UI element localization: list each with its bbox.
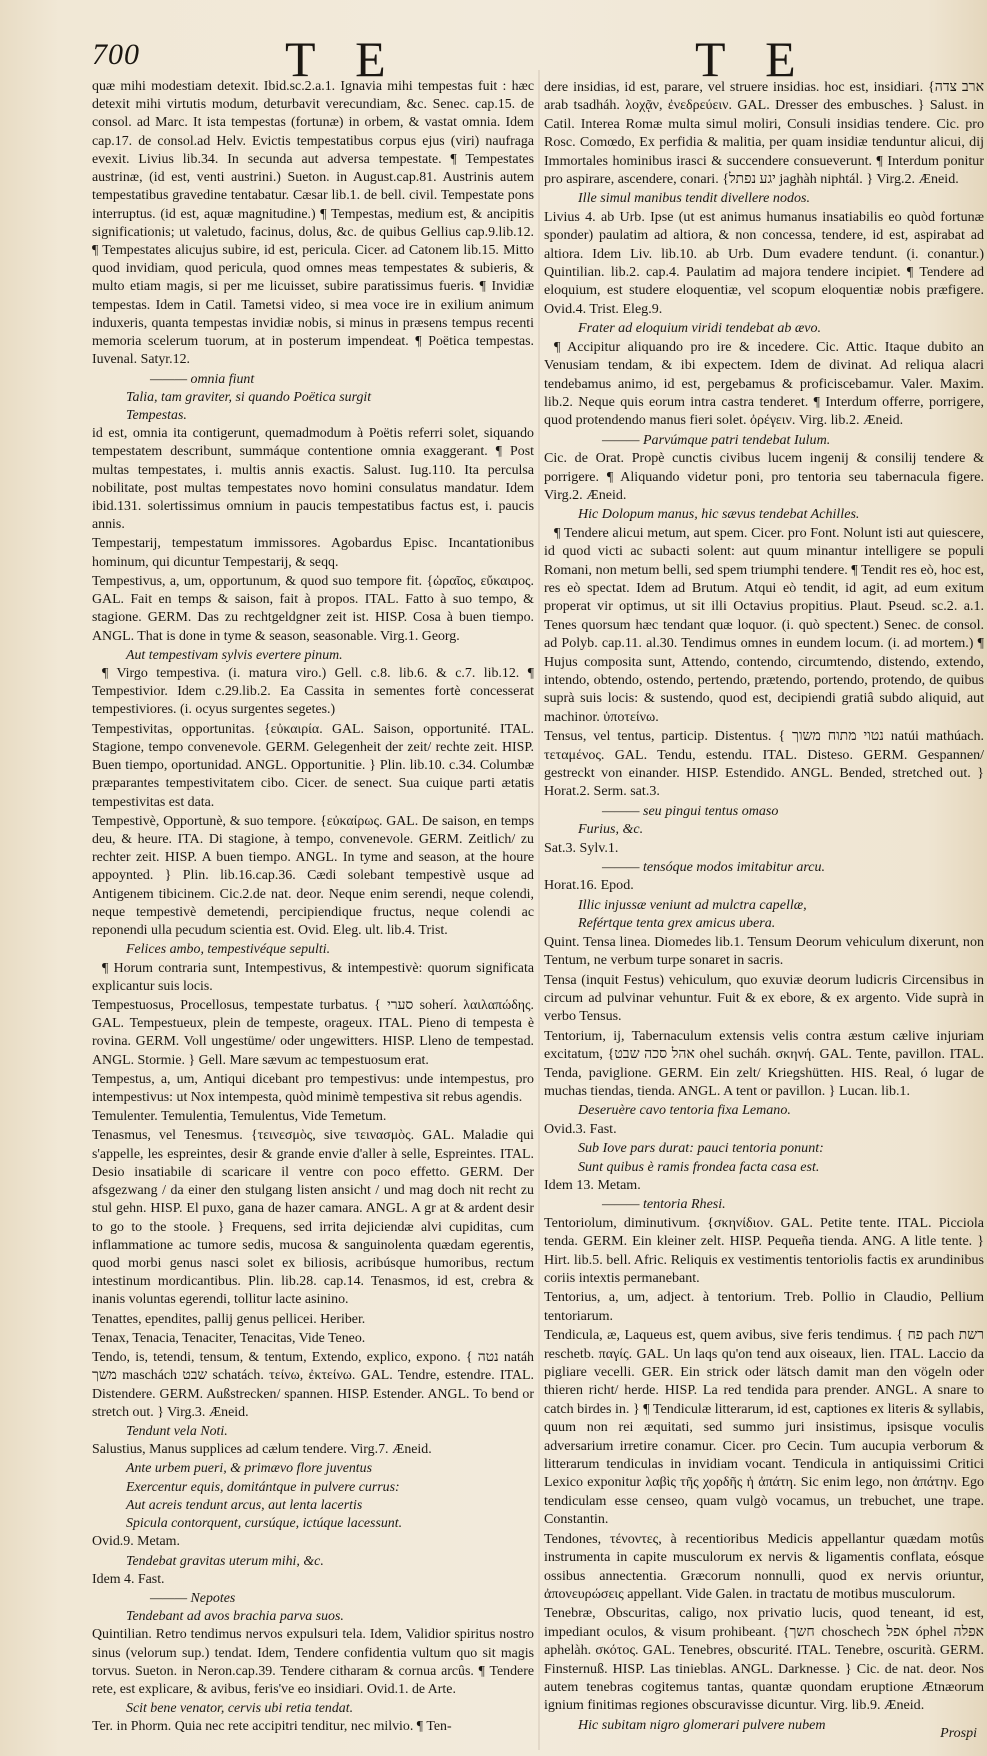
dictionary-entry: Tentorius, a, um, adject. à tentorium. Treb. Pollio in Claudio, Pellium tentoriarum. [544,1289,984,1324]
verse-quotation: Exercentur equis, domitántque in pulvere currus: [126,1479,400,1495]
dictionary-entry: Livius 4. ab Urb. Ipse (ut est animus humanus insatiabilis eo quòd fortunæ sponder) paulatim ad altiora, & non concessa, tendere, id est, aspirabat ad altiora. Idem Liv. lib.10. ab Urb. Dum evadere tendunt. (i. conantur.) Quintilian. lib.2. cap.4. Paulatim ad majora tendere incipiet. ¶ Tendere ad eloquium, est studere eloquentiæ, vel scopum eloquentiæ nobis præfigere. Ovid.4. Trist. Eleg.9. [544,208,984,317]
verse-quotation: Tendunt vela Noti. [126,1423,228,1439]
dictionary-entry: Cic. de Orat. Propè cunctis civibus lucem ingenij & consilij tendere & porrigere. ¶ Aliquando videtur poni, pro tentoria seu tabernacula figere. Virg.2. Æneid. [544,450,984,503]
dictionary-entry: quæ mihi modestiam detexit. Ibid.sc.2.a.1. Ignavia mihi tempestas fuit : hæc detexit mihi virtutis modum, deturbavit verecundiam, &c. Senec. cap.15. de consol. ad Marc. It ista tempestas (fortunæ) in orbem, & vastat omnia. Idem cap.17. de consol.ad Helv. Evictis tempestatibus corpus ejus (viri) naufraga evexit. Livius lib.34. In secunda aut adversa tempestate. ¶ Tempestates austrinæ, (id est, venti austrini.) Sueton. in August.cap.81. Austrinis autem tempestatibus gravedine tentabatur. Cæsar lib.1. de bell. civil. Tempestate pons interruptus. (id est, aquæ magnitudine.) ¶ Tempestas, medium est, & ancipitis significationis; ut valetudo, facinus, dolus, &c. de quibus Gellius cap.9.lib.12. ¶ Tempestates alicujus subire, id est, pericula. Cicer. ad Catonem lib.15. Mitto quod invidiam, quod pericula, quod omnes meas tempestates & subieris, & multo etiam magis, si per me licuisset, subire paratissimus fueris. ¶ Invidiæ tempestas. Idem in Catil. Tametsi video, si mea voce ire in exilium animum induxeris, quanta tempestas invidiæ nobis, si minus in præsens tempus recenti memoria scelerum tuorum, at in posterum impendeat. ¶ Poëtica tempestas. Iuvenal. Satyr.12. [92,79,534,368]
dictionary-entry: Tenebræ, Obscuritas, caligo, nox privatio lucis, quod teneant, id est, impediant oculos, & visum prohibeant. {חשך choschech אפל óphel אפלה aphelàh. σκότος. GAL. Tenebres, obscurité. ITAL. Tenebre, oscurità. GERM. Finsternuß. HISP. Las tinieblas. ANGL. Darknesse. } Cic. de nat. deor. Nos autem tenebras cogitemus tantas, quantæ quondam eruptione Ætnæorum ignium finitimas regiones obscuravisse dicuntur. Virg. lib.9. Æneid. [544,1605,984,1714]
verse-quotation: Scit bene venator, cervis ubi retia tendat. [126,1701,354,1717]
dictionary-entry: Temulenter. Temulentia, Temulentus, Vide Temetum. [92,1109,387,1125]
dictionary-entry: id est, omnia ita contigerunt, quemadmodum à Poëtis referri solet, siquando tempestatem describunt, summáque contentione omnia exaggerant. ¶ Post multas tempestates, i. multis annis exactis. Salust. Iug.110. Ita perculsa nobilitate, post multas tempestates novo homini consulatus mandatur. Idem ibid.131. solertissimus omnium in paucis tempestatibus factus est, i. paucis annis. [92,426,534,533]
dictionary-entry: Tenattes, ependites, pallij genus pellicei. Heriber. [92,1311,366,1327]
verse-quotation: Refértque tenta grex amicus ubera. [578,915,776,932]
verse-quotation: ——— omnia fiunt [150,371,255,387]
verse-quotation: Frater ad eloquium viridi tendebat ab ævo. [578,320,822,337]
verse-quotation: ——— Nepotes [150,1590,236,1606]
verse-quotation: Talia, tam graviter, si quando Poëtica surgit [126,389,372,405]
dictionary-entry: Sat.3. Sylv.1. [544,839,619,856]
dictionary-entry: Tenasmus, vel Tenesmus. {τεινεσμὸς, sive τεινασμὸς. GAL. Maladie qui s'appelle, les espreintes, desir & grande envie d'aller à selle, Espreintes. ITAL. Desio insatiabile di scaricare il ventre con poco effetto. GERM. Der afsgezwang / da einer den stulgang listen ansicht / und mag doch nit recht zu stul gehn. HISP. El puxo, gana de hazer camara. ANGL. A gr at & ardent desir to go to the stoole. } Frequens, sed irrita dejiciendæ alvi cupiditas, cum inflammatione ac tumore sedis, mucosa & sanguinolenta quædam egerentis, quod morbi genus nasci solet ex biliosis, acribúsque humoribus, rectum intestinum mordicantibus. Plin. lib.28. cap.14. Tenasmos, id est, crebra & inanis voluntas egerendi, tollitur lacte asinino. [92,1128,534,1308]
right-column [544,78,984,1742]
page-number: 700 [92,38,140,71]
verse-quotation: ——— tensóque modos imitabitur arcu. [602,859,826,876]
verse-quotation: Felices ambo, tempestivéque sepulti. [126,942,331,958]
catchword: Prospi [940,1726,977,1741]
verse-quotation: Hic subitam nigro glomerari pulvere nubem [578,1716,826,1733]
dictionary-entry: Idem 13. Metam. [544,1176,641,1193]
verse-quotation: Tendebat gravitas uterum mihi, &c. [126,1553,324,1569]
dictionary-entry: ¶ Horum contraria sunt, Intempestivus, & intempestivè: quorum significata explicantur suis locis. [92,960,534,994]
dictionary-entry: Tendicula, æ, Laqueus est, quem avibus, sive feris tendimus. { פח pach רשת reschetb. παγίς. GAL. Un laqs qu'on tend aux oiseaux, lien. ITAL. Laccio da pigliare vecelli. GER. Ein strick oder lätsch damit man den vögeln oder thieren richt/ herde. HISP. La red tendida para prender. ANGL. A snare to catch birdes in. } ¶ Tendiculæ litterarum, id est, captiones ex literis & syllabis, quum non rei æquitati, sed summo juri insistimus, ipsisque voculis adversarium irretire conamur. Cicer. pro Cecin. Tum aucupia verborum & litterarum tendiculas in invidiam vocant. Tendicula in antiquissimi Critici Lexico exponitur λαβὶς τῆς χορδῆς ἡ ἀπάτη. Sic enim lego, non ἀπάτην. Ego tendiculam esse censeo, quam vulgò vocamus, un trebuchet, une trape. Constantin. [544,1327,984,1528]
verse-quotation: Spicula contorquent, cursúque, ictúque lacessunt. [126,1516,403,1532]
verse-quotation: ——— seu pingui tentus omaso [602,802,779,819]
verse-quotation: Tendebant ad avos brachia parva suos. [126,1609,344,1625]
verse-quotation: Aut acreis tendunt arcus, aut lenta lacertis [126,1497,363,1513]
left-column [92,78,534,1742]
dictionary-entry: Tensus, vel tentus, particip. Distentus. { נטוי מתוח משוך natúi mathúach. τεταμένος. GAL. Tendu, estendu. ITAL. Disteso. GERM. Gespannen/ gestreckt von einander. HISP. Estendido. ANGL. Bended, stretched out. } Horat.2. Serm. sat.3. [544,728,984,800]
dictionary-entry: Idem 4. Fast. [92,1571,165,1587]
verse-quotation: Ante urbem pueri, & primævo flore juventus [126,1461,373,1477]
dictionary-entry: Tempestarij, tempestatum immissores. Agobardus Episc. Incantationibus hominum, qui dicuntur Tempestarij, & seqq. [92,536,534,570]
dictionary-entry: ¶ Virgo tempestiva. (i. matura viro.) Gell. c.8. lib.6. & c.7. lib.12. ¶ Tempestivior. Idem c.29.lib.2. Ea Cassita in sementes fortè concesserat tempestiviores. (i. ocyus surgentes segetes.) [92,666,534,718]
running-head-right: T E [695,31,810,87]
dictionary-entry: Ter. in Phorm. Quia nec rete accipitri tenditur, nec milvio. ¶ Ten- [92,1719,452,1735]
verse-quotation: Ille simul manibus tendit divellere nodos. [578,190,810,207]
verse-quotation: Illic injussæ veniunt ad mulctra capellæ, [578,896,807,913]
dictionary-entry: Quintilian. Retro tendimus nervos expulsuri tela. Idem, Validior spiritus nostro sinus (velorum sup.) tendat. Idem, Tendere confidentia vultum quo sit magis torvus. Sueton. in Neron.cap.39. Tendere citharam & cornua arcûs. ¶ Tendere rete, est explicare, & avibus, feris've eo insidiari. Ovid.1. de Arte. [92,1627,534,1698]
verse-quotation: Tempestas. [126,407,187,423]
dictionary-entry: Tempestivè, Opportunè, & suo tempore. {εὐκαίρως. GAL. De saison, en temps deu, & heure. ITA. Di stagione, à tempo, convenevole. GERM. Zeitlich/ zu rechter zeit. HISP. A buen tiempo. ANGL. In tyme and season, at the houre appoynted. } Plin. lib.16.cap.36. Cædi solebant tempestivè usque ad Antigenem tibicinem. Cic.2.de nat. deor. Neque enim serendi, neque colendi, neque tempestivè demetendi, percipiendique fructus, neque colendi ac reponendi ulla pecudum scientia est. Ovid. Eleg. ult. lib.4. Trist. [92,813,534,939]
verse-quotation: Deseruère cavo tentoria fixa Lemano. [578,1102,791,1119]
verse-quotation: Furius, &c. [578,821,644,838]
dictionary-entry: ¶ Tendere alicui metum, aut spem. Cicer. pro Font. Nolunt isti aut quiescere, id quod victi ac subacti solent: aut quum minantur intelligere se populi Romani, non metum belli, sed spem triumphi tendere. ¶ Tendit res eò, hoc est, res eò spectat. Idem ad Brutum. Atqui eò tendit, id agit, ad eum exitum properat vir optimus, ut sit illi Octavius propitius. Plaut. Pseud. sc.2. a.1. Tenes quorsum hæc tendant quæ loquor. (i. quò spectent.) Senec. de consol. ad Polyb. cap.11. al.30. Tendimus omnes in eundem locum. (i. ad mortem.) ¶ Hujus composita sunt, Attendo, contendo, circumtendo, distendo, extendo, intendo, obtendo, ostendo, pertendo, prætendo, portendo, protendo, de quibus suprà suis locis: & sustendo, quod est, decipiendi gratiâ subdo aliquid, aut machinor. ὑποτείνω. [544,524,984,725]
dictionary-entry: Tempestivitas, opportunitas. {εὐκαιρία. GAL. Saison, opportunité. ITAL. Stagione, tempo convenevole. GERM. Gelegenheit der zeit/ rechte zeit. HISP. Buen tiempo, oportunidad. ANGL. Opportunitie. } Plin. lib.10. c.34. Columbæ præparantes tempestivitatem cibo. Cicer. de senect. Sua cuique parti ætatis tempestivitas est data. [92,721,534,810]
dictionary-entry: Tenax, Tenacia, Tenaciter, Tenacitas, Vide Teneo. [92,1330,366,1346]
verse-quotation: Sub Iove pars durat: pauci tentoria ponunt: [578,1140,824,1157]
dictionary-entry: ¶ Accipitur aliquando pro ire & incedere. Cic. Attic. Itaque dubito an Venusiam tendam, & ibi expectem. Idem de divinat. Ad reliqua alacri tendebamus animo, id est, pergebamus & proficiscebamur. Valer. Maxim. lib.2. Neque quis eorum intra castra tenderet. ¶ Interdum offerre, porrigere, quod protendendo manus fieri solet. ὀρέγειν. Virg. lib.2. Æneid. [544,338,984,429]
dictionary-entry: Quint. Tensa linea. Diomedes lib.1. Tensum Deorum vehiculum dixerunt, non Tentum, ne verbum turpe sonaret in sacris. [544,933,984,969]
dictionary-entry: Tensa (inquit Festus) vehiculum, quo exuviæ deorum ludicris Circensibus in circum ad pulvinar vehuntur. Fuit & ex ebore, & ex argento. Vide suprà in verbo Tensus. [544,971,984,1025]
verse-quotation: ——— tentoria Rhesi. [602,1196,726,1213]
dictionary-entry: Tendones, τένοντες, à recentioribus Medicis appellantur quædam motûs instrumenta in capite musculorum ex nervis & ligamentis conflata, eósque ossibus annectentia. Græcorum nonnulli, quod ex nervis oriuntur, ἀπονευρώσεις appellant. Vide Galen. in tractatu de motibus musculorum. [544,1530,984,1602]
dictionary-entry: Horat.16. Epod. [544,877,634,894]
dictionary-entry: Tendo, is, tetendi, tensum, & tentum, Extendo, explico, expono. { נטה natáh משך maschách שבט schatách. τείνω, ἐκτείνω. GAL. Tendre, estendre. ITAL. Distendere. GERM. Außstrecken/ spannen. HISP. Estender. ANGL. To bend or stretch out. } Virg.3. Æneid. [92,1350,534,1420]
dictionary-entry: Tempestivus, a, um, opportunum, & quod suo tempore fit. {ὡραῖος, εὔκαιρος. GAL. Fait en temps & saison, fait à propos. ITAL. Fatto à suo tempo, & stagione. GERM. Das zu rechtgeldgner zeit ist. HISP. Cosa à buen tiempo. ANGL. That is done in tyme & season, seasonable. Virg.1. Georg. [92,573,534,644]
dictionary-entry: Ovid.3. Fast. [544,1120,617,1137]
dictionary-entry: Tentorium, ij, Tabernaculum extensis velis contra æstum cælive injuriam excitatum, {אהל סכה שבט ohel sucháh. σκηνή. GAL. Tente, pavillon. ITAL. Tenda, paviglione. GERM. Ein zelt/ Kriegshütten. HIS. Real, ó lugar de muchas tiendas, tienda. ANGL. A tent or pavillon. } Lucan. lib.1. [544,1027,984,1099]
verse-quotation: Hic Dolopum manus, hic sævus tendebat Achilles. [578,506,860,523]
column-gutter [538,70,540,1750]
verse-quotation: Sunt quibus è ramis frondea facta casa est. [578,1158,820,1175]
verse-quotation: Aut tempestivam sylvis evertere pinum. [126,647,343,663]
dictionary-entry: Tempestuosus, Procellosus, tempestate turbatus. { סערי soherí. λαιλαπώδης. GAL. Tempestueux, plein de tempeste, orageux. ITAL. Pieno di tempesta è rovina. GERM. Voll ungestüme/ oder ungewitters. HISP. Lleno de tempestad. ANGL. Stormie. } Gell. Mare sævum ac tempestuosum erat. [92,997,534,1068]
dictionary-entry: Salustius, Manus supplices ad cælum tendere. Virg.7. Æneid. [92,1442,432,1458]
dictionary-entry: Ovid.9. Metam. [92,1534,180,1550]
dictionary-entry: dere insidias, id est, parare, vel struere insidias. hoc est, insidiari. {ארב צדה arab tsadháh. λοχᾷν, ἐνεδρεύειν. GAL. Dresser des embusches. } Salust. in Catil. Interea Romæ multa simul moliri, Consuli insidias tendere. Cic. pro Rosc. Comœdo, Ex perfidia & malitia, per quam insidiæ tenduntur alicui, dij Immortales hominibus irasci & succendere consueverunt. ¶ Interdum ponitur pro aspirare, ascendere, conari. {יגע נפתל jaghàh niphtál. } Virg.2. Æneid. [544,79,984,188]
dictionary-entry: Tentoriolum, diminutivum. {σκηνίδιον. GAL. Petite tente. ITAL. Picciola tenda. GERM. Ein kleiner zelt. HISP. Pequeña tienda. ANG. A litle tente. } Hirt. lib.5. bell. Afric. Reliquis ex vestimentis tentoriolis factis ex arundinibus coriis intextis permanebant. [544,1214,984,1286]
running-head-left: T E [285,31,400,87]
dictionary-entry: Tempestus, a, um, Antiqui dicebant pro tempestivus: unde intempestus, pro intempestivus: ut Nox intempesta, quòd minimè tempestiva sit rebus agendis. [92,1071,534,1106]
verse-quotation: ——— Parvúmque patri tendebat Iulum. [602,431,831,448]
